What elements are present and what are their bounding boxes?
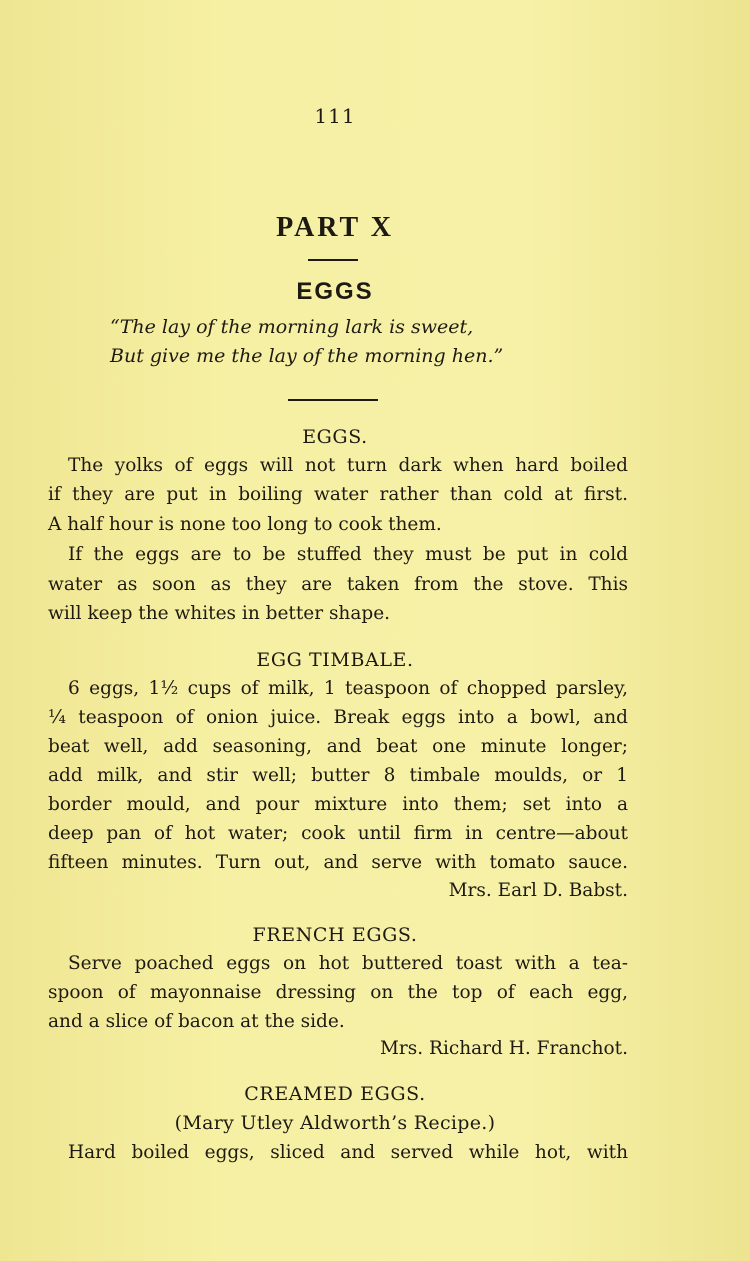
body-line: ¼ teaspoon of onion juice. Break eggs into a bowl, and <box>48 707 628 728</box>
section-title: EGGS <box>296 278 374 305</box>
recipe-heading-eggs: EGGS. <box>302 426 368 448</box>
body-line: beat well, add seasoning, and beat one minute longer; <box>48 736 628 757</box>
divider-long <box>288 399 378 401</box>
body-line: The yolks of eggs will not turn dark when hard boiled <box>68 455 628 476</box>
divider-short <box>308 259 358 261</box>
part-title: PART X <box>276 212 394 243</box>
recipe-heading-timbale: EGG TIMBALE. <box>256 649 414 671</box>
body-line: water as soon as they are taken from the stove. This <box>48 574 628 595</box>
body-line: Serve poached eggs on hot buttered toast with a tea- <box>68 953 628 974</box>
recipe-subheading: (Mary Utley Aldworth’s Recipe.) <box>174 1112 496 1134</box>
recipe-heading-french: FRENCH EGGS. <box>252 924 418 946</box>
body-line: If the eggs are to be stuffed they must be put in cold <box>68 544 628 565</box>
attribution: Mrs. Earl D. Babst. <box>448 880 628 901</box>
body-line: 6 eggs, 1½ cups of milk, 1 teaspoon of chopped parsley, <box>68 678 628 699</box>
attribution: Mrs. Richard H. Franchot. <box>379 1038 628 1059</box>
recipe-heading-creamed: CREAMED EGGS. <box>244 1083 426 1105</box>
body-line: will keep the whites in better shape. <box>48 603 391 624</box>
body-line: spoon of mayonnaise dressing on the top of each egg, <box>48 982 628 1003</box>
body-line: deep pan of hot water; cook until firm in centre—about <box>48 823 628 844</box>
body-line: border mould, and pour mixture into them; set into a <box>48 794 628 815</box>
epigraph-line-1: “The lay of the morning lark is sweet, <box>110 316 474 338</box>
body-line: Hard boiled eggs, sliced and served while hot, with <box>68 1142 628 1163</box>
body-line: fifteen minutes. Turn out, and serve with tomato sauce. <box>48 852 628 873</box>
body-line: and a slice of bacon at the side. <box>48 1011 345 1032</box>
page-number: 111 <box>314 104 356 128</box>
body-line: A half hour is none too long to cook them. <box>48 514 442 535</box>
epigraph-line-2: But give me the lay of the morning hen.” <box>110 345 504 367</box>
body-line: add milk, and stir well; butter 8 timbale moulds, or 1 <box>48 765 628 786</box>
body-line: if they are put in boiling water rather than cold at first. <box>48 484 628 505</box>
